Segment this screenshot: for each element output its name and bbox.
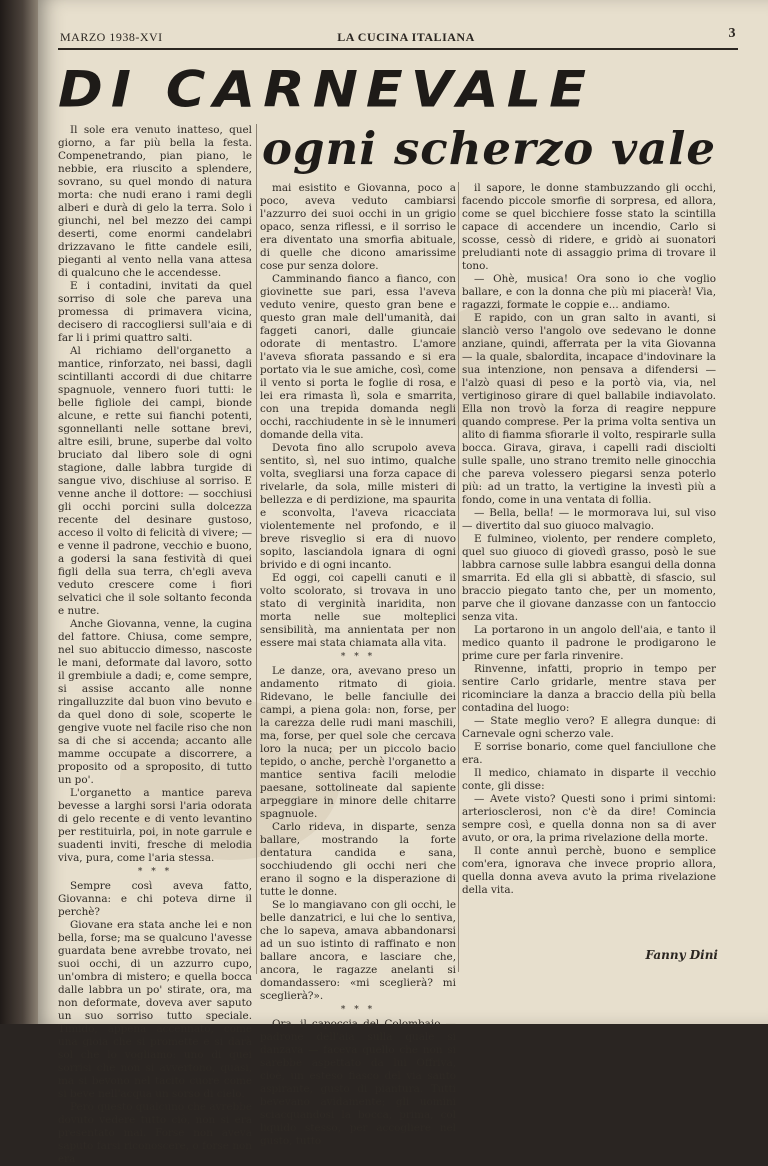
article-paragraph: Però questo qualcuno che avrebbe dovuto vedere tutto ciò, non si era presentato mai. Forse non aveva saputo farsi riconoscere, o forse non era (58, 1101, 252, 1165)
header-rule (58, 48, 738, 50)
article-paragraph: Se lo mangiavano con gli occhi, le belle danzatrici, e lui che lo sentiva, che lo sapeva, amava abbandonarsi ad un suo istinto di raffinato e non ballare ancora, e lasciare che, ancora, le ragazze anelanti si domandassero: «mi sceglierà? mi sceglierà?». (260, 899, 456, 1002)
article-paragraph: Giovane era stata anche lei e non bella, forse; ma se qualcuno l'avesse guardata bene avrebbe trovato, nei suoi occhi, di un azzurro cupo, un'ombra di mistero; e quella bocca dalle labbra un po' stirate, ora, ma non deformate, doveva aver saputo un suo sorriso tutto speciale. Timido, appena accennato, come una gioia che si promette e si darà sol che lo vogliamo: uno di quei sorrisi che non si avvertono, quasi, ma si bevono nel tacito cuore come si beve nell'acqua un sorso di cielo. (58, 919, 252, 1100)
article-paragraph: La portarono in un angolo dell'aia, e tanto il medico quanto il padrone le prodigarono le prime cure per farla rinvenire. (462, 624, 716, 662)
article-paragraph: il sapore, le donne stambuzzando gli occhi, facendo piccole smorfie di sorpresa, ed allora, come se quel bicchiere fosse stato la scintilla capace di accendere un incendio, Carlo si scosse, cessò di ridere, e gridò ai suonatori preludianti note di assaggio prima di trovare il tono. (462, 182, 716, 272)
article-paragraph: Devota fino allo scrupolo aveva sentito, sì, nel suo intimo, qualche volta, svegliarsi una forza capace di rivelarle, da sola, mille misteri di bellezza e di perdizione, ma spaurita e sconvolta, l'aveva ricacciata violentemente nel profondo, e il breve risveglio si era di nuovo sopito, lasciandola ignara di ogni brivido e di ogni incanto. (260, 442, 456, 571)
article-paragraph: Il conte annuì perchè, buono e semplice com'era, ignorava che invece proprio allora, quella donna aveva avuto la prima rivelazione della vita. (462, 845, 716, 896)
column-divider (256, 124, 257, 974)
section-separator: * * * (137, 867, 173, 877)
page-header (60, 26, 752, 46)
article-paragraph: E i contadini, invitati da quel sorriso di sole che pareva una promessa di primavera vicina, decisero di raccogliersi sull'aia e di far li i primi quattro salti. (58, 280, 252, 344)
author-signature: Fanny Dini (645, 948, 718, 962)
section-separator: * * * (340, 652, 376, 662)
article-paragraph: Carlo rideva, in disparte, senza ballare, mostrando la forte dentatura candida e sana, socchiudendo gli occhi neri che erano il sogno e la disperazione di tutte le donne. (260, 821, 456, 898)
article-paragraph: E sorrise bonario, come quel fanciullone che era. (462, 741, 716, 766)
article-paragraph: E fulmineo, violento, per rendere completo, quel suo giuoco di giovedì grasso, posò le sue labbra carnose sulle labbra esangui della donna smarrita. Ed ella gli si abbattè, di sfascio, sul braccio piegato tanto che, per un momento, parve che il giovane danzasse con un fantoccio senza vita. (462, 533, 716, 623)
article-paragraph: — Ohè, musica! Ora sono io che voglio ballare, e con la donna che più mi piacerà! Via, ragazzi, formate le coppie e... andiamo. (462, 273, 716, 311)
article-paragraph: mai esistito e Giovanna, poco a poco, aveva veduto cambiarsi l'azzurro dei suoi occhi in un grigio opaco, senza riflessi, e il sorriso le era diventato una smorfia abituale, di quelle che dicono amarissime cose pur senza dolore. (260, 182, 456, 272)
article-paragraph: E rapido, con un gran salto in avanti, si slanciò verso l'angolo ove sedevano le donne anziane, quindi, afferrata per la vita Giovanna — la quale, sbalordita, incapace d'indovinare la sua intenzione, non pensava a difendersi — l'alzò quasi di peso e la portò via, via, nel vertiginoso girare di quel ballabile indiavolato. Ella non trovò la forza di reagire neppure quando comprese. Per la prima volta sentiva un alito di fiamma sfiorarle il volto, respirarle sulla bocca. Girava, girava, i capelli radi disciolti sulle spalle, uno strano tremito nelle ginocchia che pareva volessero piegarsi senza poterlo più: ad un tratto, la vertigine la investì più a fondo, come in una ventata di follia. (462, 312, 716, 506)
article-paragraph: Camminando fianco a fianco, con giovinette sue pari, essa l'aveva veduto venire, questo gran bene e questo gran male dell'umanità, dai faggeti canori, dalle giuncaie odorate di mentastro. L'amore l'aveva sfiorata passando e si era portato via le sue amiche, così, come il vento si porta le foglie di rosa, e lei era rimasta lì, sola e smarrita, con una trepida domanda negli occhi, racchiudente in sè le innumeri domande della vita. (260, 273, 456, 441)
column-divider (458, 182, 459, 972)
article-paragraph: Il sole era venuto inatteso, quel giorno, a far più bella la festa. Compenetrando, pian piano, le nebbie, era riuscito a splendere, sovrano, su quel mondo di natura morta: che nudi erano i rami degli alberi e durà di gelo la terra. Solo i giunchi, nel bel mezzo dei campi deserti, come enormi candelabri drizzavano le fitte candele esili, pieganti al vento nella vana attesa di qualcuno che le accendesse. (58, 124, 252, 279)
article-paragraph: Sempre così aveva fatto, Giovanna: e chi poteva dirne il perchè? (58, 880, 252, 918)
article-paragraph: Le danze, ora, avevano preso un andamento ritmato di gioia. Ridevano, le belle fanciulle dei campi, a piena gola: non, forse, per la carezza delle rudi mani maschili, ma, forse, per quel sole che cercava loro la nuca; per un piccolo bacio tepido, o anche, perchè l'organetto a mantice sentiva facili melodie paesane, sottolineate dal sapiente arpeggiare in minore delle chitarre spagnuole. (260, 665, 456, 820)
article-subtitle: ogni scherzo vale (262, 122, 717, 175)
page-number: 3 (728, 26, 736, 41)
article-paragraph: Ed oggi, coi capelli canuti e il volto scolorato, si trovava in uno stato di verginità inaridita, non morta nelle sue molteplici sensibilità, ma annientata per non essere mai stata chiamata alla vita. (260, 572, 456, 649)
article-paragraph: — Bella, bella! — le mormorava lui, sul viso — divertito dal suo giuoco malvagio. (462, 507, 716, 532)
issue-date: MARZO 1938-XVI (60, 30, 163, 44)
article-paragraph: Rinvenne, infatti, proprio in tempo per sentire Carlo gridarle, mentre stava per ricominciare la danza a braccio della più bella contadina del luogo: (462, 663, 716, 714)
article-paragraph: L'organetto a mantice pareva bevesse a larghi sorsi l'aria odorata di gelo recente e di vento levantino per restituirla, poi, in note garrule e suadenti inviti, fresche di melodia viva, pura, come l'aria stessa. (58, 787, 252, 864)
article-paragraph: Al richiamo dell'organetto a mantice, rinforzato, nei bassi, dagli scintillanti accordi di due chitarre spagnuole, vennero fuori tutti: le belle figliole dei campi, bionde alcune, e rette sui fianchi potenti, sgonnellanti nelle sottane brevi, altre esili, brune, superbe dal volto bruciato dal libero sole di ogni stagione, dalle labbra turgide di sangue vivo, dischiuse al sorriso. E venne anche il dottore: — socchiusi gli occhi porcini sulla dolcezza recente del desinare gustoso, acceso il volto di felicità di vivere; — e venne il padrone, vecchio e buono, a godersi la sana festività di quei figli della sua terra, ch'egli aveva veduto crescere come i fiori selvatici che il sole soltanto feconda e nutre. (58, 345, 252, 617)
article-paragraph: — State meglio vero? E allegra dunque: di Carnevale ogni scherzo vale. (462, 715, 716, 740)
article-title: DI CARNEVALE (58, 60, 595, 119)
article-column-3 (462, 182, 716, 1014)
article-paragraph: Ora, il capoccia del Colombaio — padrone dell'aia sulla quale si danzava — faceva quello che non si sarebbe aspettato da lui Offriva, cioè, un esteso fiasco del via santo aspirante, gusto di piantura. Tutti bevevano avidamente; gli uomini sciacquandosi la bocca, prima, col liquido stesso, per accogliere nel gusto, tutto (260, 1018, 456, 1147)
article-column-2 (260, 182, 456, 1147)
article-column-1 (58, 124, 252, 1165)
section-separator: * * * (340, 1005, 376, 1015)
book-binding (0, 0, 38, 1024)
article-paragraph: Il medico, chiamato in disparte il vecchio conte, gli disse: (462, 767, 716, 792)
magazine-name: LA CUCINA ITALIANA (337, 30, 475, 44)
article-paragraph: — Avete visto? Questi sono i primi sintomi: arteriosclerosi, non c'è da dire! Comincia sempre così, e quella donna non sa di aver avuto, or ora, la prima rivelazione della morte. (462, 793, 716, 844)
article-paragraph: Anche Giovanna, venne, la cugina del fattore. Chiusa, come sempre, nel suo abituccio dimesso, nascoste le mani, deformate dal lavoro, sotto il grembiule a dadi; e, come sempre, si assise accanto alle nonne ringalluzzite dal buon vino bevuto e da quel dono di sole, scoperte le gengive vuote nel facile riso che non sa di che si accenda; accanto alle mamme occupate a discorrere, a proposito od a sproposito, di tutto un po'. (58, 618, 252, 786)
